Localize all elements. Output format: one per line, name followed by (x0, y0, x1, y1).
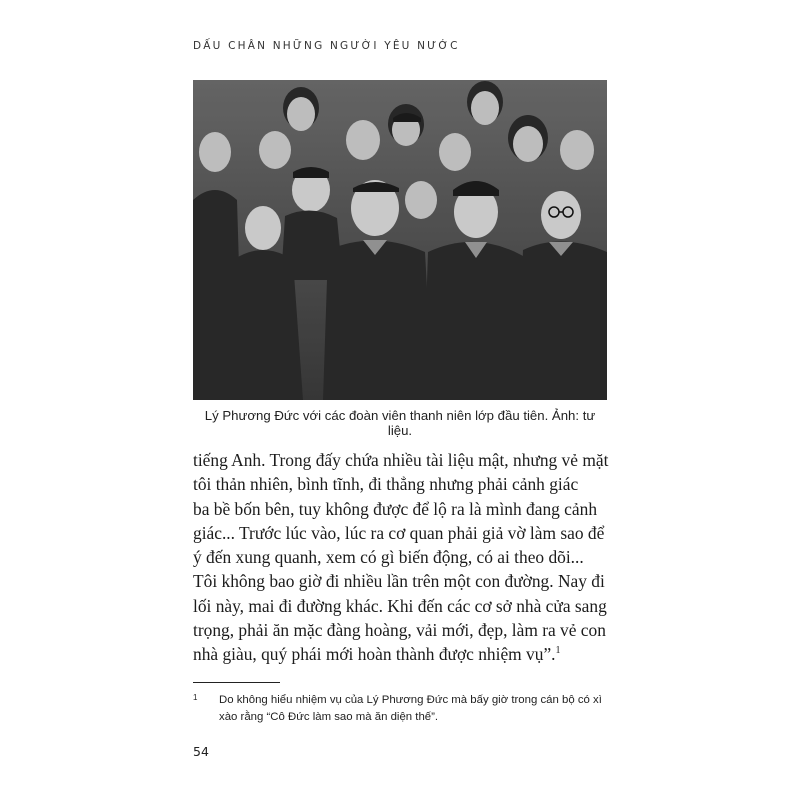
body-line: trọng, phải ăn mặc đàng hoàng, vải mới, đẹp, làm ra vẻ con (193, 620, 606, 641)
running-title: DẤU CHÂN NHỮNG NGƯỜI YÊU NƯỚC (193, 40, 460, 52)
body-line: ý đến xung quanh, xem có gì biến động, có ai theo dõi... (193, 547, 584, 568)
body-line: Tôi không bao giờ đi nhiều lần trên một con đường. Nay đi (193, 571, 605, 592)
footnote-reference[interactable]: 1 (555, 645, 561, 657)
page-number: 54 (193, 744, 209, 759)
body-line: lối này, mai đi đường khác. Khi đến các cơ sở nhà cửa sang (193, 595, 607, 616)
footnote-divider (193, 682, 280, 683)
footnote (193, 692, 613, 726)
body-line: ba bề bốn bên, tuy không được để lộ ra là mình đang cảnh (193, 498, 598, 519)
body-line: tôi thản nhiên, bình tĩnh, đi thẳng nhưng phải cảnh giác (193, 474, 579, 495)
body-text (193, 448, 613, 667)
body-line-text: nhà giàu, quý phái mới hoàn thành được nhiệm vụ”. (193, 644, 556, 665)
footnote-mark: 1 (193, 693, 198, 702)
body-line: tiếng Anh. Trong đấy chứa nhiều tài liệu mật, nhưng vẻ mặt (193, 450, 609, 470)
body-line-last (193, 642, 613, 666)
photo-caption: Lý Phương Đức với các đoàn viên thanh niên lớp đầu tiên. Ảnh: tư liệu. (204, 408, 596, 438)
footnote-text: Do không hiểu nhiệm vụ của Lý Phương Đức mà bấy giờ trong cán bộ có xì xào rằng “Cô Đức làm sao mà ăn diện thế”. (219, 694, 602, 723)
group-photo (193, 80, 607, 400)
body-line: giác... Trước lúc vào, lúc ra cơ quan phải giả vờ làm sao để (193, 522, 605, 543)
group-photo-icon (193, 80, 607, 400)
